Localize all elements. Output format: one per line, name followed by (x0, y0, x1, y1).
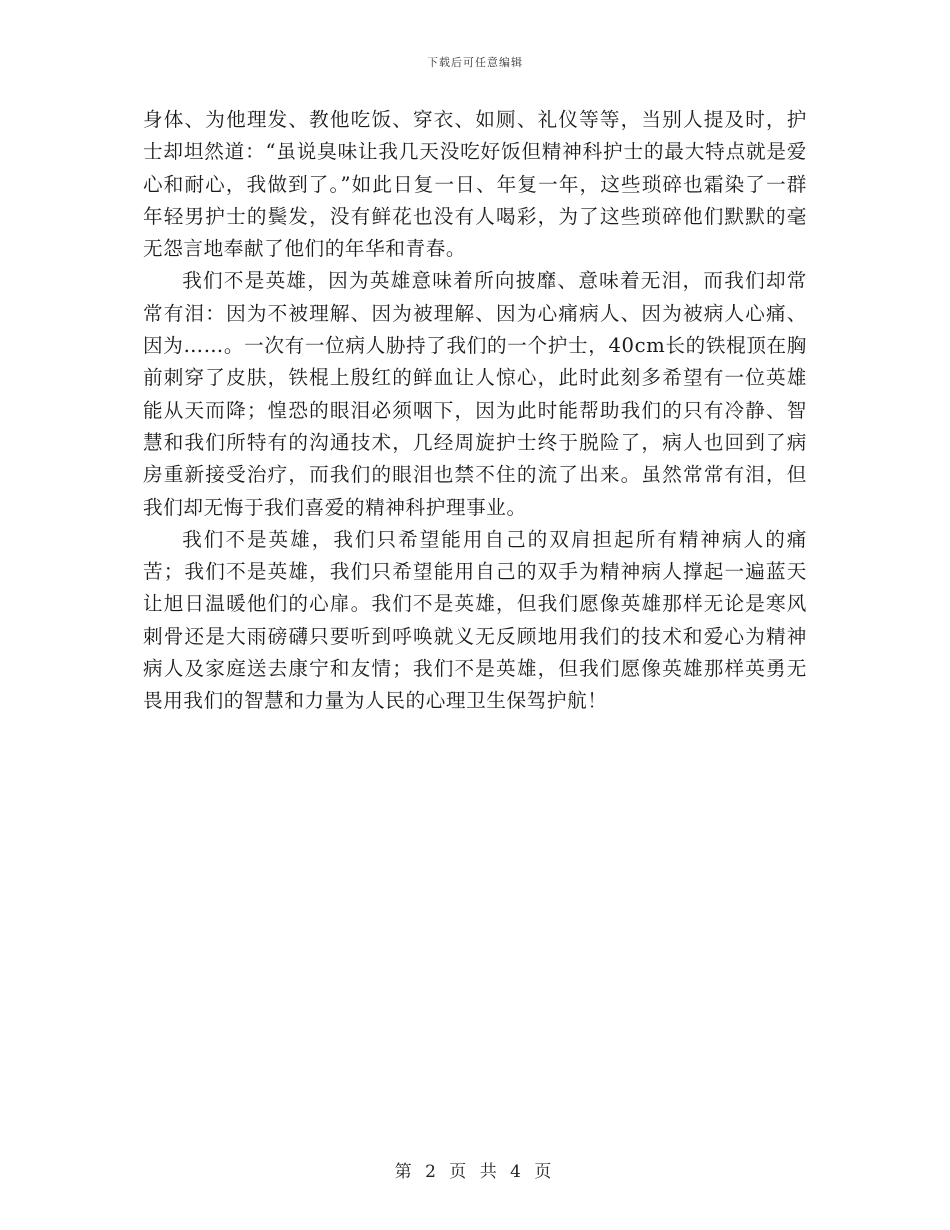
document-body (143, 104, 807, 718)
page-header: 下载后可任意编辑 (427, 56, 523, 69)
paragraph-continuation: 身体、为他理发、教他吃饭、穿衣、如厕、礼仪等等，当别人提及时，护士却坦然道：“虽说臭味让我几天没吃好饭但精神科护士的最大特点就是爱心和耐心，我做到了。”如此日复一日、年复一年，这些琐碎也霜染了一群年轻男护士的鬓发，没有鲜花也没有人喝彩，为了这些琐碎他们默默的毫无怨言地奉献了他们的年华和青春。 (143, 108, 807, 261)
paragraph-not-heroes-tears: 我们不是英雄，因为英雄意味着所向披靡、意味着无泪，而我们却常常有泪：因为不被理解、因为被理解、因为心痛病人、因为被病人心痛、因为……。一次有一位病人胁持了我们的一个护士，40cm长的铁棍顶在胸前刺穿了皮肤，铁棍上殷红的鲜血让人惊心，此时此刻多希望有一位英雄能从天而降；惶恐的眼泪必须咽下，因为此时能帮助我们的只有冷静、智慧和我们所特有的沟通技术，几经周旋护士终于脱险了，病人也回到了病房重新接受治疗，而我们的眼泪也禁不住的流了出来。虽然常常有泪，但我们却无悔于我们喜爱的精神科护理事业。 (143, 269, 807, 519)
page-number: 第 2 页 共 4 页 (394, 1162, 556, 1182)
paragraph-not-heroes-hope: 我们不是英雄，我们只希望能用自己的双肩担起所有精神病人的痛苦；我们不是英雄，我们只希望能用自己的双手为精神病人撑起一遍蓝天让旭日温暖他们的心扉。我们不是英雄，但我们愿像英雄那样无论是寒风刺骨还是大雨磅礴只要听到呼唤就义无反顾地用我们的技术和爱心为精神病人及家庭送去康宁和友情；我们不是英雄，但我们愿像英雄那样英勇无畏用我们的智慧和力量为人民的心理卫生保驾护航！ (143, 527, 807, 713)
